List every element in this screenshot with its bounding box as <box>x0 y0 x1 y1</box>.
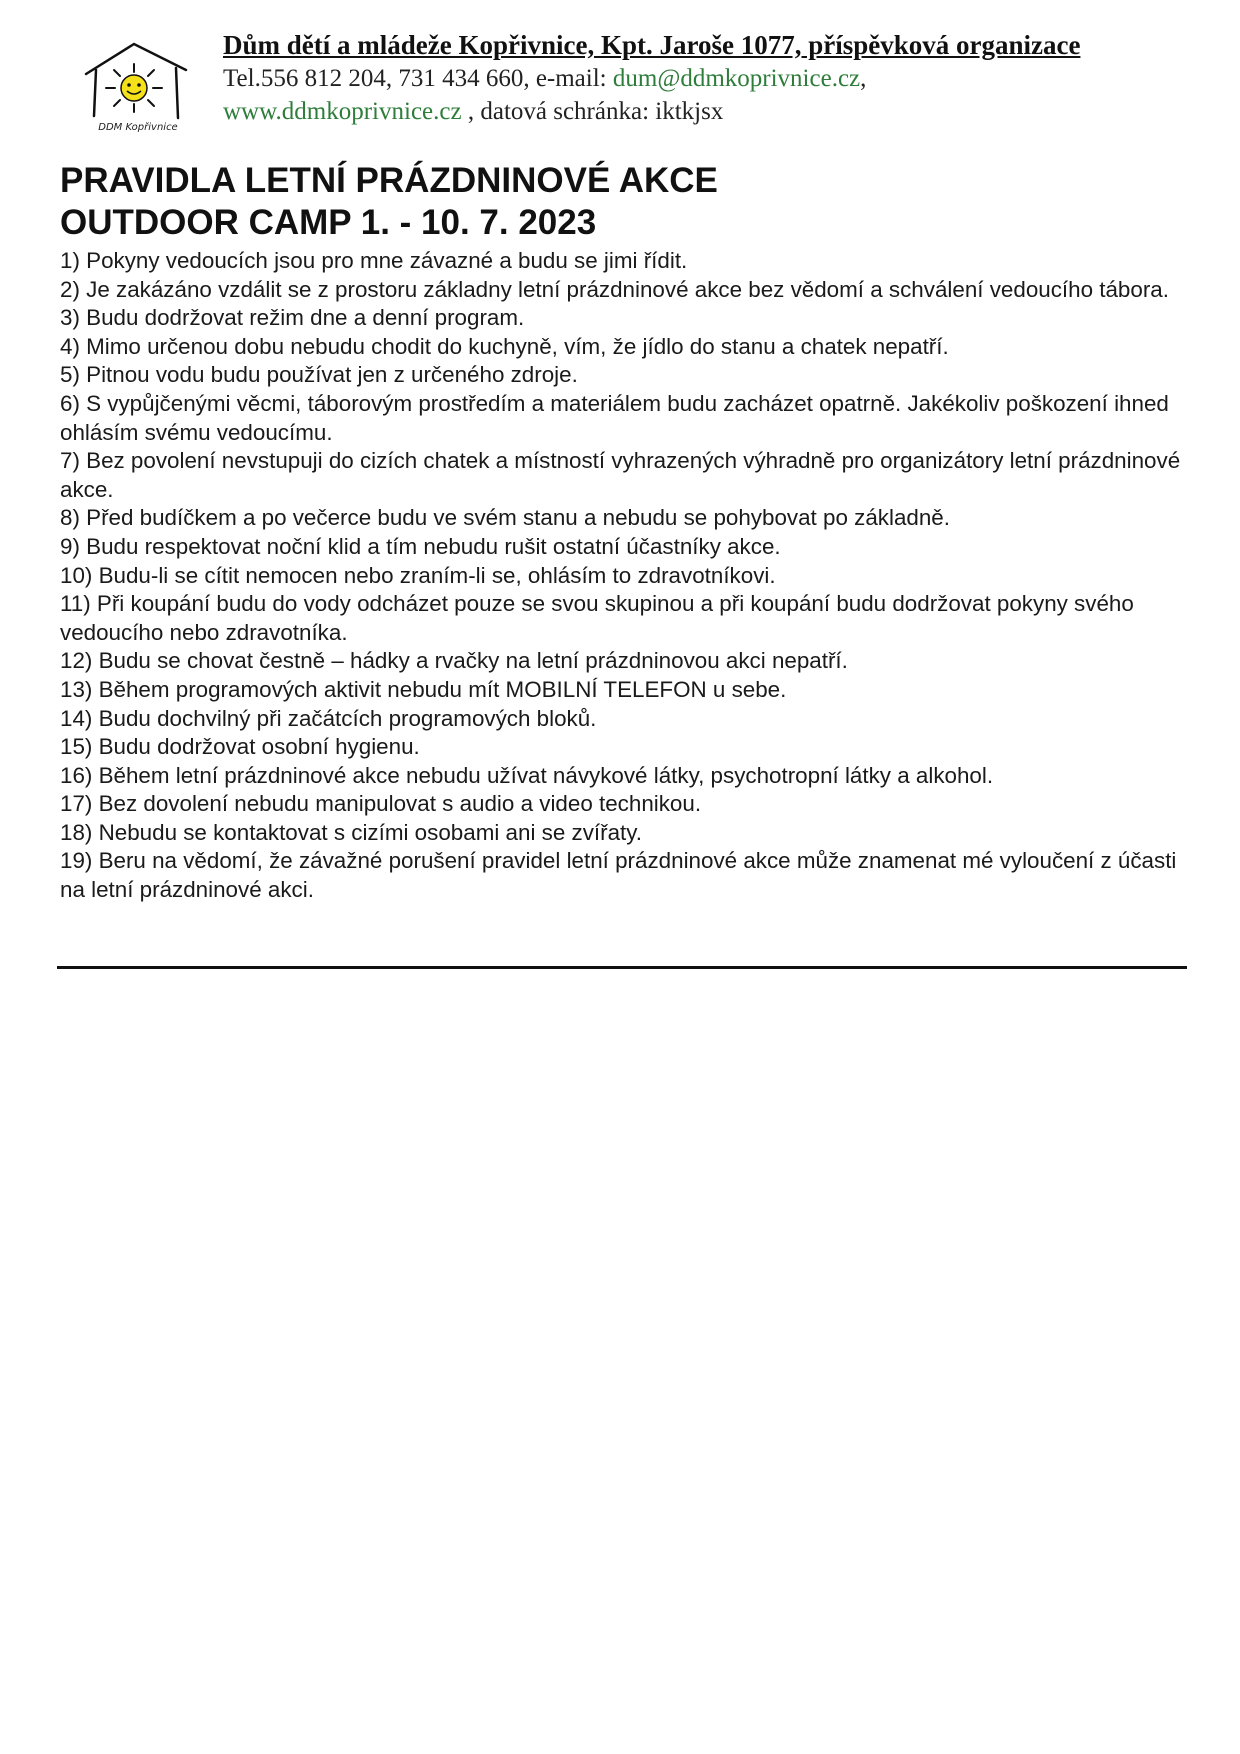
rule-item: 7) Bez povolení nevstupuji do cizích chatek a místností vyhrazených výhradně pro organizátory letní prázdninové akce. <box>60 448 1181 502</box>
rule-item: 13) Během programových aktivit nebudu mít MOBILNÍ TELEFON u sebe. <box>60 676 787 702</box>
email-link[interactable]: dum@ddmkoprivnice.cz <box>612 65 861 92</box>
email-suffix: , <box>860 65 867 92</box>
organization-name: Dům dětí a mládeže Kopřivnice, Kpt. Jaroše 1077, příspěvková organizace <box>223 30 1081 60</box>
rule-item: 10) Budu-li se cítit nemocen nebo zraním-li se, ohlásím to zdravotníkovi. <box>60 562 776 588</box>
rule-item: 2) Je zakázáno vzdálit se z prostoru základny letní prázdninové akce bez vědomí a schválení vedoucího tábora. <box>60 276 1169 302</box>
rule-item: 5) Pitnou vodu budu používat jen z určeného zdroje. <box>60 362 578 388</box>
datova-schranka-text: , datová schránka: iktkjsx <box>461 98 724 125</box>
rule-item: 6) S vypůjčenými věcmi, táborovým prostředím a materiálem budu zacházet opatrně. Jakékoliv poškození ihned ohlásím svému vedoucímu. <box>60 390 1169 445</box>
horizontal-divider <box>57 966 1187 969</box>
website-line <box>223 95 1080 128</box>
organization-info <box>223 28 1080 128</box>
rule-item: 11) Při koupání budu do vody odcházet pouze se svou skupinou a při koupání budu dodržovat pokyny svého vedoucího nebo zdravotníka. <box>60 591 1134 645</box>
title-line-1: PRAVIDLA LETNÍ PRÁZDNINOVÉ AKCE <box>60 161 718 200</box>
rule-item: 18) Nebudu se kontaktovat s cizími osobami ani se zvířaty. <box>60 819 643 845</box>
rule-item: 9) Budu respektovat noční klid a tím nebudu rušit ostatní účastníky akce. <box>60 533 781 559</box>
rule-item: 8) Před budíčkem a po večerce budu ve svém stanu a nebudu se pohybovat po základně. <box>60 505 950 531</box>
rule-item: 15) Budu dodržovat osobní hygienu. <box>60 734 420 760</box>
document-title <box>60 160 718 244</box>
rule-item: 12) Budu se chovat čestně – hádky a rvačky na letní prázdninovou akci nepatří. <box>60 648 848 674</box>
rule-item: 19) Beru na vědomí, že závažné porušení pravidel letní prázdninové akce může znamenat mé vyloučení z účasti na letní prázdninové akci. <box>60 848 1177 903</box>
logo-caption: DDM Kopřivnice <box>98 122 178 133</box>
rule-item: 16) Během letní prázdninové akce nebudu užívat návykové látky, psychotropní látky a alkohol. <box>60 762 994 788</box>
title-line-2: OUTDOOR CAMP 1. - 10. 7. 2023 <box>60 203 597 242</box>
contact-line <box>223 62 1080 95</box>
rule-item: 3) Budu dodržovat režim dne a denní program. <box>60 305 525 331</box>
rule-item: 1) Pokyny vedoucích jsou pro mne závazné a budu se jimi řídit. <box>60 248 688 273</box>
rules-list <box>60 247 1190 905</box>
rule-item: 17) Bez dovolení nebudu manipulovat s audio a video technikou. <box>60 791 702 817</box>
ddm-logo <box>78 40 198 140</box>
rule-item: 14) Budu dochvilný při začátcích programových bloků. <box>60 705 597 731</box>
rule-item: 4) Mimo určenou dobu nebudu chodit do kuchyně, vím, že jídlo do stanu a chatek nepatří. <box>60 333 949 359</box>
house-sun-logo-icon <box>78 40 198 126</box>
letterhead <box>0 0 1240 150</box>
website-link[interactable]: www.ddmkoprivnice.cz <box>223 98 462 125</box>
phone-text: Tel.556 812 204, 731 434 660, e-mail: <box>223 65 613 92</box>
